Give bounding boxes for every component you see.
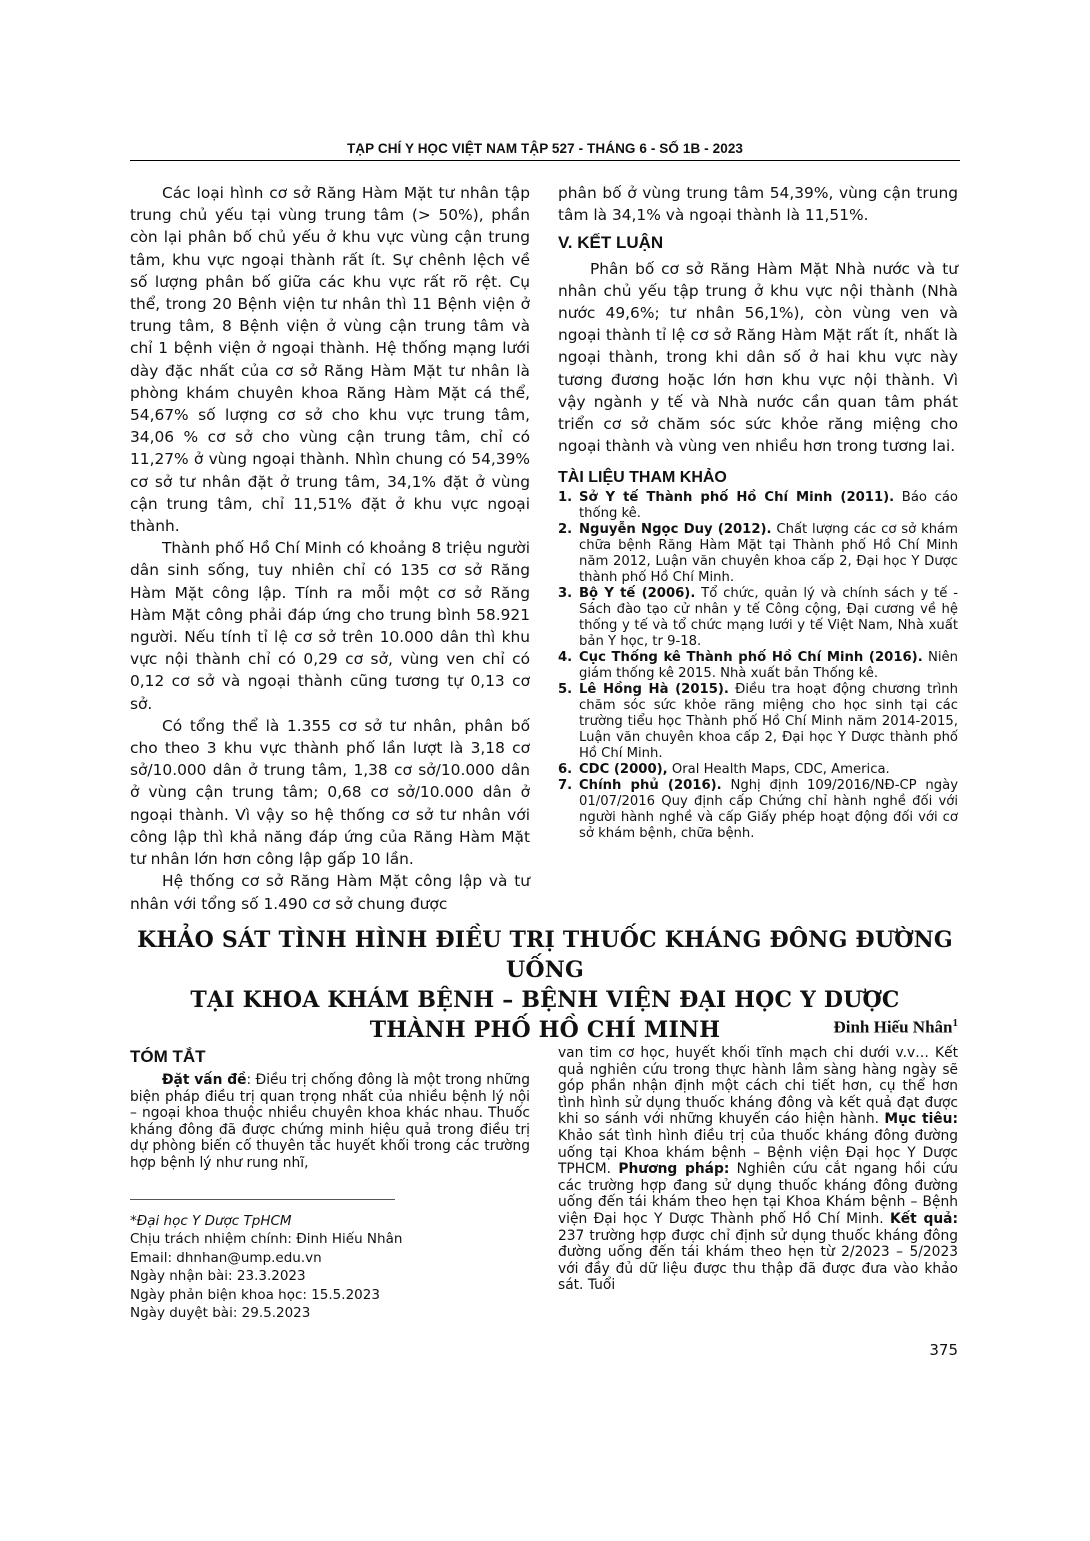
- footnote-reviewed: Ngày phản biện khoa học: 15.5.2023: [130, 1286, 380, 1303]
- author-name: Đinh Hiếu Nhân: [833, 1017, 953, 1037]
- conclusion-paragraph: Phân bố cơ sở Răng Hàm Mặt Nhà nước và tư nhân chủ yếu tập trung ở khu vực nội thành (Nhà nước 49,6%; tư nhân 56,1%), còn vùng ven và ngoại thành tỉ lệ cơ sở Răng Hàm Mặt rất ít, nhất là ngoại thành, trong khi dân số ở hai khu vực này tương đương hoặc lớn hơn khu vực nội thành. Vì vậy ngành y tế và Nhà nước cần quan tâm phát triển cơ sở chăm sóc sức khỏe răng miệng cho ngoại thành và vùng ven nhiều hơn trong tương lai.: [558, 259, 958, 456]
- abstract-heading: TÓM TẮT: [130, 1047, 206, 1066]
- background-text: : Điều trị chống đông là một trong những biện pháp điều trị quan trọng nhất của nhiều bệnh lý nội – ngoại khoa thuộc nhiều chuyên khoa khác nhau. Thuốc kháng đông đã được chứng minh hiệu quả trong điều trị dự phòng biến cố thuyên tắc huyết khối trong các trường hợp bệnh lý như rung nhĩ,: [130, 1072, 530, 1171]
- abstract-background: [130, 1072, 530, 1172]
- reference-item: [558, 650, 958, 682]
- abstract-text: van tim cơ học, huyết khối tĩnh mạch chi dưới v.v… Kết quả nghiên cứu trong thực hành lâm sàng hàng ngày sẽ góp phần nhận định một cách chi tiết hơn, cụ thể hơn tình hình sử dụng thuốc kháng đông và kết quả đạt được khi so sánh với những khuyến cáo hiện hành.: [558, 1045, 958, 1128]
- reference-number: 5.: [558, 681, 573, 697]
- reference-item: [558, 762, 958, 778]
- reference-number: 6.: [558, 761, 573, 777]
- page-number: 375: [929, 1341, 958, 1359]
- reference-author: CDC (2000),: [579, 761, 668, 777]
- title-line: TẠI KHOA KHÁM BỆNH – BỆNH VIỆN ĐẠI HỌC Y DƯỢC: [190, 987, 900, 1013]
- reference-text: Chất lượng các cơ sở khám chữa bệnh Răng Hàm Mặt tại Thành phố Hồ Chí Minh năm 2012, Luận văn chuyên khoa cấp 2, Đại học Y Dược thành phố Hồ Chí Minh.: [579, 521, 958, 585]
- reference-item: [558, 778, 958, 842]
- reference-text: Nghị định 109/2016/NĐ-CP ngày 01/07/2016 Quy định cấp Chứng chỉ hành nghề đối với người hành nghề và cấp Giấy phép hoạt động đối với cơ sở khám bệnh, chữa bệnh.: [579, 777, 959, 841]
- background-label: Đặt vấn đề: [162, 1072, 247, 1088]
- footnote-rule: [130, 1199, 395, 1200]
- reference-author: Lê Hồng Hà (2015).: [579, 681, 729, 697]
- reference-item: [558, 586, 958, 650]
- reference-number: 1.: [558, 489, 573, 505]
- paragraph-private-distribution: Các loại hình cơ sở Răng Hàm Mặt tư nhân tập trung chủ yếu tại vùng trung tâm (> 50%), phần còn lại phân bố chủ yếu ở khu vực vùng cận trung tâm, khu vực ngoại thành rất ít. Sự chênh lệch về số lượng phân bố giữa các khu vực rất rõ rệt. Cụ thể, trong 20 Bệnh viện tư nhân thì 11 Bệnh viện ở trung tâm, 8 Bệnh viện ở vùng cận trung tâm và chỉ 1 bệnh viện ở ngoại thành. Hệ thống mạng lưới dày đặc nhất của cơ sở Răng Hàm Mặt tư nhân là phòng khám chuyên khoa Răng Hàm Mặt cá thể, 54,67% số lượng cơ sở cho khu vực trung tâm, 34,06 % cơ sở cho vùng cận trung tâm, chỉ có 11,27% ở vùng ngoại thành. Nhìn chung có 54,39% cơ sở tư nhân đặt ở trung tâm, 34,1% đặt ở vùng cận trung tâm, chỉ 11,51% đặt ở khu vực ngoại thành.: [130, 184, 530, 536]
- reference-text: Điều tra hoạt động chương trình chăm sóc sức khỏe răng miệng cho học sinh tại các trường tiểu học Thành phố Hồ Chí Minh năm 2014-2015, Luận văn chuyên khoa cấp 2, Đại học Y Dược thành phố Hồ Chí Minh.: [579, 681, 959, 761]
- footnote-responsible: Chịu trách nhiệm chính: Đinh Hiếu Nhân: [130, 1231, 403, 1248]
- author-superscript: 1: [952, 1017, 958, 1029]
- reference-author: Chính phủ (2016).: [579, 777, 722, 793]
- footnote: [130, 1212, 402, 1322]
- paragraph-private-density: Có tổng thể là 1.355 cơ sở tư nhân, phân bố cho theo 3 khu vực thành phố lần lượt là 3,18 cơ sở/10.000 dân ở trung tâm, 1,38 cơ sở/10.000 dân ở vùng cận trung tâm; 0,68 cơ sở/10.000 dân ở ngoại thành. Vì vậy so hệ thống cơ sở tư nhân với công lập thì khả năng đáp ứng của Răng Hàm Mặt tư nhân lớn hơn công lập gấp 10 lần.: [130, 716, 530, 869]
- paragraph-continuation: phân bố ở vùng trung tâm 54,39%, vùng cận trung tâm là 34,1% và ngoại thành là 11,51%.: [558, 184, 958, 225]
- reference-number: 4.: [558, 649, 573, 665]
- references-heading: TÀI LIỆU THAM KHẢO: [558, 469, 727, 487]
- left-column: [130, 182, 530, 915]
- header-rule: [130, 160, 960, 161]
- reference-item: [558, 522, 958, 586]
- reference-number: 2.: [558, 521, 573, 537]
- reference-author: Cục Thống kê Thành phố Hồ Chí Minh (2016).: [579, 649, 923, 665]
- abstract-left-column: [130, 1072, 530, 1172]
- reference-text: Tổ chức, quản lý và chính sách y tế - Sách đào tạo cử nhân y tế Công cộng, Đại cương về hệ thống y tế và tổ chức mạng lưới y tế Việt Nam, Nhà xuất bản Y học, tr 9-18.: [579, 585, 959, 649]
- abstract-right-column: [558, 1045, 958, 1294]
- abstract-text: Nghiên cứu cắt ngang hồi cứu các trường hợp đang sử dụng thuốc kháng đông đường uống đến tái khám theo hẹn tại Khoa Khám bệnh – Bệnh viện Đại học Y Dược Thành phố Hồ Chí Minh.: [558, 1161, 958, 1227]
- reference-number: 3.: [558, 585, 573, 601]
- footnote-accepted: Ngày duyệt bài: 29.5.2023: [130, 1305, 311, 1322]
- objective-label: Mục tiêu:: [884, 1111, 958, 1128]
- footnote-received: Ngày nhận bài: 23.3.2023: [130, 1268, 306, 1285]
- title-line: KHẢO SÁT TÌNH HÌNH ĐIỀU TRỊ THUỐC KHÁNG ĐÔNG ĐƯỜNG UỐNG: [137, 927, 953, 983]
- right-column: [558, 182, 958, 842]
- article-author: [833, 1017, 958, 1038]
- reference-item: [558, 682, 958, 762]
- abstract-text: Khảo sát tình hình điều trị của thuốc kháng đông đường uống tại Khoa khám bệnh – Bệnh viện Đại học Y Dược TPHCM.: [558, 1127, 958, 1178]
- method-label: Phương pháp:: [618, 1161, 730, 1178]
- footnote-email: Email: dhnhan@ump.edu.vn: [130, 1249, 322, 1266]
- title-line: THÀNH PHỐ HỒ CHÍ MINH: [369, 1017, 721, 1043]
- reference-text: Niên giám thống kê 2015. Nhà xuất bản Thống kê.: [579, 649, 958, 681]
- result-label: Kết quả:: [890, 1210, 958, 1227]
- reference-author: Nguyễn Ngọc Duy (2012).: [579, 521, 772, 537]
- paragraph-total-facilities: Hệ thống cơ sở Răng Hàm Mặt công lập và tư nhân với tổng số 1.490 cơ sở chung được: [130, 872, 530, 913]
- reference-number: 7.: [558, 777, 573, 793]
- reference-list: [558, 490, 958, 842]
- footnote-affiliation: *Đại học Y Dược TpHCM: [130, 1213, 292, 1229]
- abstract-text: 237 trường hợp được chỉ định sử dụng thuốc kháng đông đường uống đến tái khám theo hẹn từ 2/2023 – 5/2023 với đầy đủ dữ liệu được thu thập đã được đưa vào khảo sát. Tuổi: [558, 1227, 958, 1294]
- reference-text: Oral Health Maps, CDC, America.: [667, 761, 890, 777]
- abstract-continuation: [558, 1045, 958, 1294]
- reference-author: Bộ Y tế (2006).: [579, 585, 696, 601]
- reference-author: Sở Y tế Thành phố Hồ Chí Minh (2011).: [579, 489, 895, 505]
- reference-item: [558, 490, 958, 522]
- reference-text: Báo cáo thống kê.: [579, 489, 959, 521]
- running-header: TẠP CHÍ Y HỌC VIỆT NAM TẬP 527 - THÁNG 6 - SỐ 1B - 2023: [346, 141, 744, 156]
- paragraph-public-facilities: Thành phố Hồ Chí Minh có khoảng 8 triệu người dân sinh sống, tuy nhiên chỉ có 135 cơ sở Răng Hàm Mặt công lập. Tính ra mỗi một cơ sở Răng Hàm Mặt công phải đáp ứng cho trung bình 58.921 người. Nếu tính tỉ lệ cơ sở trên 10.000 dân thì khu vực nội thành chỉ có 0,29 cơ sở, vùng ven chỉ có 0,12 cơ sở và ngoại thành cũng tương tự 0,13 cơ sở.: [130, 539, 530, 713]
- conclusion-heading: V. KẾT LUẬN: [558, 233, 664, 253]
